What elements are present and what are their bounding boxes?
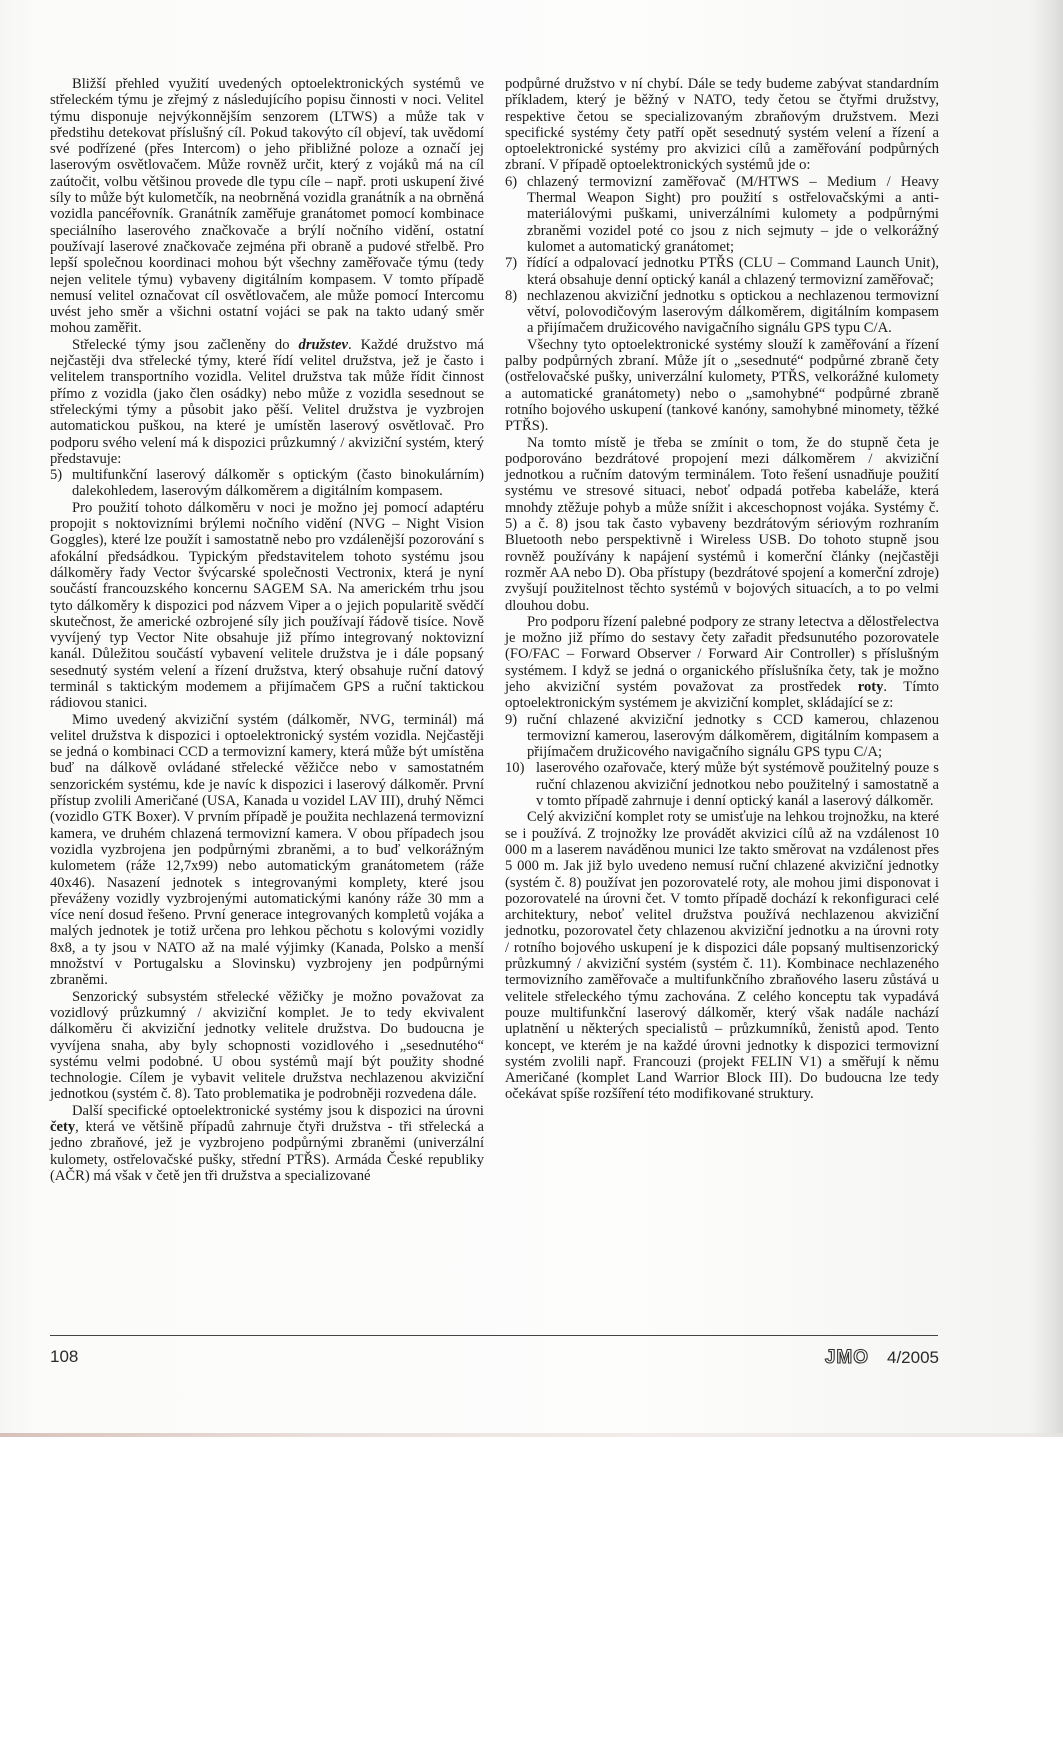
bold-term: roty	[857, 678, 884, 695]
list-number: 7)	[505, 255, 518, 272]
paragraph: podpůrné družstvo v ní chybí. Dále se tedy budeme zabývat standardním příkladem, který je běžný v NATO, tedy četou se čtyřmi družstvy, respektive četou se specializovaným zbraňovým družstvem. Mezi specifické systémy čety patří opět sesednutý systém velení a řízení a optoelektronické systémy pro akvizici cílů a zaměřování podpůrných zbraní. V případě optoelektronických systémů jde o:	[505, 76, 939, 174]
paragraph: Na tomto místě je třeba se zmínit o tom, že do stupně četa je podporováno bezdrátové propojení mezi dálkoměrem / akviziční jednotkou a ručním datovým terminálem. Toto řešení usnadňuje použití systému ve stresové situaci, neboť odpadá potřeba kabeláže, která mnohdy ztěžuje pohyb a může snížit i akceschopnost vojáka. Systémy č. 5) a č. 8) jsou tak často vybaveny bezdrátovým sériovým rozhraním Bluetooth nebo perspektivně i Wireless USB. Do tohoto stupně jsou rovněž používány k napájení systémů i komerční články (nejčastěji rozměr AA nebo D). Oba přístupy (bezdrátové spojení a komerční zdroje) zvyšují použitelnost těchto systémů v bojových situacích, a to po velmi dlouhou dobu.	[505, 434, 939, 614]
list-item-text: multifunkční laserový dálkoměr s optickým (často binokulárním) dalekohledem, laserovým dálkoměrem a digitálním kompasem.	[72, 467, 484, 500]
paragraph-text: , která ve většině případů zahrnuje čtyři družstva - tři střelecká a jedno zbraňové, jež je vyzbrojeno podpůrnými zbraněmi (univerzální kulomety, ostřelovačské pušky, střední PTŘS). Armáda České republiky (AČR) má však v četě jen tři družstva a specializované	[50, 1119, 484, 1184]
list-number: 5)	[50, 467, 63, 484]
list-item	[505, 760, 939, 809]
numbered-list	[505, 174, 939, 337]
left-column	[50, 76, 484, 1184]
paragraph	[50, 1103, 484, 1184]
paragraph: Všechny tyto optoelektronické systémy slouží k zaměřování a řízení palby podpůrných zbraní. Může jít o „sesednuté“ podpůrné zbraně čety (ostřelovačské pušky, univerzální kulomety, PTŘS, velkorážné kulomety a automatické granátomety) nebo o „samohybné“ podpůrné zbraně rotního bojového uskupení (tankové kanóny, samohybné minomety, těžké PTŘS).	[505, 336, 939, 435]
list-number: 6)	[505, 173, 518, 190]
list-item-text: řídící a odpalovací jednotku PTŘS (CLU – Command Launch Unit), která obsahuje denní optický kanál a chlazený termovizní zaměřovač;	[527, 255, 939, 288]
numbered-list	[505, 712, 939, 810]
paragraph: Mimo uvedený akviziční systém (dálkoměr, NVG, terminál) má velitel družstva k dispozici i optoelektronický systém vozidla. Nejčastěji se jedná o kombinaci CCD a termovizní kamery, která může být umístěna buď na dálkově ovládané střelecké věžičce nebo v samostatném senzorickém systému, kde je navíc k dispozici i laserový dálkoměr. První přístup zvolili Američané (USA, Kanada u vozidel LAV III), druhý Němci (vozidlo GTK Boxer). V prvním případě je použita nechlazená termovizní kamera, ve druhém chlazená termovizní kamera. V obou případech jsou vozidla vyzbrojena jen podpůrnými zbraněmi, a to buď velkorážným kulometem (ráže 12,7x99) nebo automatickým granátometem (ráže 40x46). Nasazení jednotek s integrovanými komplety, které jsou převáženy vozidly vyzbrojenými automatickými kanóny ráže 30 mm a více není dosud řešeno. První generace integrovaných kompletů vojáka a malých jednotek je totiž určena pro lehkou pěchotu s kolovými vozidly 8x8, a ty jsou v NATO až na malé výjimky (Kanada, Polsko a menší množství v Portugalsku a Slovinsku) vyzbrojeny jen podpůrnými zbraněmi.	[50, 711, 484, 989]
list-number: 10)	[505, 760, 525, 777]
paragraph: Celý akviziční komplet roty se umisťuje na lehkou trojnožku, na které se i používá. Z trojnožky lze provádět akvizici cílů až na vzdálenost 10 000 m a laserem naváděnou munici lze takto směrovat na vzdálenost přes 5 000 m. Jak již bylo uvedeno nemusí ruční chlazené akviziční jednotky (systém č. 8) používat jen pozorovatelé roty, ale mohou jimi disponovat i pozorovatelé na úrovni čet. V tomto případě dochází k rekonfiguraci celé architektury, neboť velitel družstva používá nechlazenou akviziční jednotku, pozorovatel čety chlazenou akviziční jednotku a na úrovni roty / rotního bojového uskupení je k dispozici dále popsaný multisenzorický průzkumný / akviziční systém (systém č. 11). Kombinace nechlazeného termovizního zaměřovače a multifunkčního zbraňového laseru zůstává u velitele střeleckého týmu zachována. Z celého konceptu tak vypadává pouze multifunkční laserový dálkoměr, který však nadále nachází uplatnění u některých specialistů – průzkumníků, ženistů apod. Tento koncept, ve kterém je na každé úrovni jednotky k dispozici termovizní systém zvolili např. Francouzi (projekt FELIN V1) a směřují k němu Američané (komplet Land Warrior Block III). Do budoucna lze tedy očekávat spíše rozšíření této modifikované struktury.	[505, 809, 939, 1103]
list-item	[505, 174, 939, 255]
list-item	[50, 467, 484, 500]
right-column	[505, 76, 939, 1103]
list-item-text: ruční chlazené akviziční jednotky s CCD kamerou, chlazenou termovizní kamerou, laserovým dálkoměrem, digitálním kompasem a přijímačem družicového navigačního signálu GPS typu C/A;	[527, 711, 939, 761]
paragraph	[50, 337, 484, 467]
paragraph-text: Pro podporu řízení palebné podpory ze strany letectva a dělostřelectva je možno již přímo do sestavy čety zařadit předsunutého pozorovatele (FO/FAC – Forward Observer / Forward Air Controller) s příslušným systémem. I když se jedná o organického příslušníka čety, tak je možno jeho akviziční systém považovat za prostředek	[505, 613, 939, 695]
list-item-text: chlazený termovizní zaměřovač (M/HTWS – Medium / Heavy Thermal Weapon Sight) pro použití s ostřelovačskými a anti-materiálovými puškami, univerzálními kulomety a podpůrnými zbraněmi vozidel poté co jsou z nich sejmuty – jde o velkorážný kulomet a automatický granátomet;	[527, 173, 939, 255]
paragraph: Pro použití tohoto dálkoměru v noci je možno jej pomocí adaptéru propojit s noktovizními brýlemi nočního vidění (NVG – Night Vision Goggles), které lze použít i samostatně nebo pro vzdálenější pozorování s afokální předsádkou. Typickým představitelem tohoto systému jsou dálkoměry řady Vector švýcarské společnosti Vectronix, která je nyní součástí francouzského koncernu SAGEM SA. Na americkém trhu jsou tyto dálkoměry k dispozici pod názvem Viper a o jejich popularitě svědčí skutečnost, že americké ozbrojené síly jich používají řádově tisíce. Nově vyvíjený typ Vector Nite obsahuje již přímo integrovaný noktovizní kanál. Důležitou součástí vybavení velitele družstva je i dále popsaný sesednutý systém velení a řízení družstva, který obsahuje ruční datový terminál s taktickým modemem a přijímačem GPS a ruční taktickou rádiovou stanici.	[50, 499, 484, 712]
list-item-text: nechlazenou akviziční jednotku s optickou a nechlazenou termovizní větví, polovodičovým laserovým dálkoměrem, digitálním kompasem a přijímačem družicového navigačního signálu GPS typu C/A.	[527, 287, 939, 337]
footer-right	[825, 1347, 939, 1369]
numbered-list	[50, 467, 484, 500]
list-item	[505, 255, 939, 288]
issue-number: 4/2005	[887, 1348, 939, 1367]
paragraph	[505, 614, 939, 712]
paragraph-text: . Každé družstvo má nejčastěji dva střelecké týmy, které řídí velitel družstva, jež je často i velitelem transportního vozidla. Velitel družstva tak může řídit činnost přímo z vozidla (jako člen osádky) nebo může z vozidla sesednout se střeleckými týmy a působit jako pěší. Velitel družstva je vyzbrojen automatickou puškou, na které je umístěn laserový osvětlovač. Pro podporu svého velení má k dispozici průzkumný / akviziční systém, který představuje:	[50, 336, 484, 467]
bold-term: čety	[50, 1119, 76, 1135]
paragraph: Senzorický subsystém střelecké věžičky je možno považovat za vozidlový průzkumný / akviziční komplet. Je to tedy ekvivalent dálkoměru či akviziční jednotky velitele družstva. Do budoucna je vyvíjena snaha, aby byly schopnosti vozidlového i „sesednutého“ systému velmi podobné. U obou systémů mají být použity shodné technologie. Cílem je vybavit velitele družstva nechlazenou akviziční jednotkou (systém č. 8). Tato problematika je podrobněji rozvedena dále.	[50, 988, 484, 1103]
list-number: 8)	[505, 287, 518, 304]
emphasis-term: družstev	[298, 336, 348, 353]
scanner-bed-area	[0, 1437, 1063, 1750]
footer-rule	[50, 1335, 938, 1336]
paragraph-text: . Tímto optoelektronickým systémem je akviziční komplet, skládající se z:	[505, 678, 939, 712]
paragraph-text: Další specifické optoelektronické systémy jsou k dispozici na úrovni	[72, 1102, 484, 1119]
page-edge-shadow	[1029, 0, 1063, 1440]
journal-logo: JMO	[824, 1347, 869, 1368]
list-item	[505, 288, 939, 337]
list-number: 9)	[505, 711, 518, 728]
page-number: 108	[50, 1347, 79, 1366]
list-item-text: laserového ozařovače, který může být systémově použitelný pouze s ruční chlazenou akviziční jednotkou nebo použitelný i samostatně a v tomto případě zahrnuje i denní optický kanál a laserový dálkoměr.	[536, 760, 939, 810]
paragraph: Bližší přehled využití uvedených optoelektronických systémů ve střeleckém týmu je zřejmý z následujícího popisu činnosti v noci. Velitel týmu disponuje nejvýkonnějším senzorem (LTWS) a může tak v předstihu detekovat příslušný cíl. Pokud takovýto cíl objeví, tak uvědomí své podřízené (přes Intercom) o jeho přibližné poloze a označí jej laserovým osvětlovačem. Může rovněž určit, který z vojáků má na cíl zaútočit, volbu většinou provede dle typu cíle – např. proti uskupení živé síly to může být kulometčík, na neobrněná vozidla granátník a na obrněná vozidla pancéřovník. Granátník zaměřuje granátomet pomocí kombinace speciálního laserového značkovače a brýlí nočního vidění, ostatní používají laserové značkovače zejména při obraně a pudové střelbě. Pro lepší společnou koordinaci mohou být všechny zaměřovače týmu (tedy nejen velitele týmu) vybaveny digitálním kompasem. V tomto případě nemusí velitel označovat cíl osvětlovačem, ale může pomocí Intercomu uvést jeho směr a všichni ostatní vojáci se pak na takto udaný směr mohou zaměřit.	[50, 76, 484, 337]
list-item	[505, 712, 939, 761]
paragraph-text: Střelecké týmy jsou začleněny do	[72, 336, 299, 353]
